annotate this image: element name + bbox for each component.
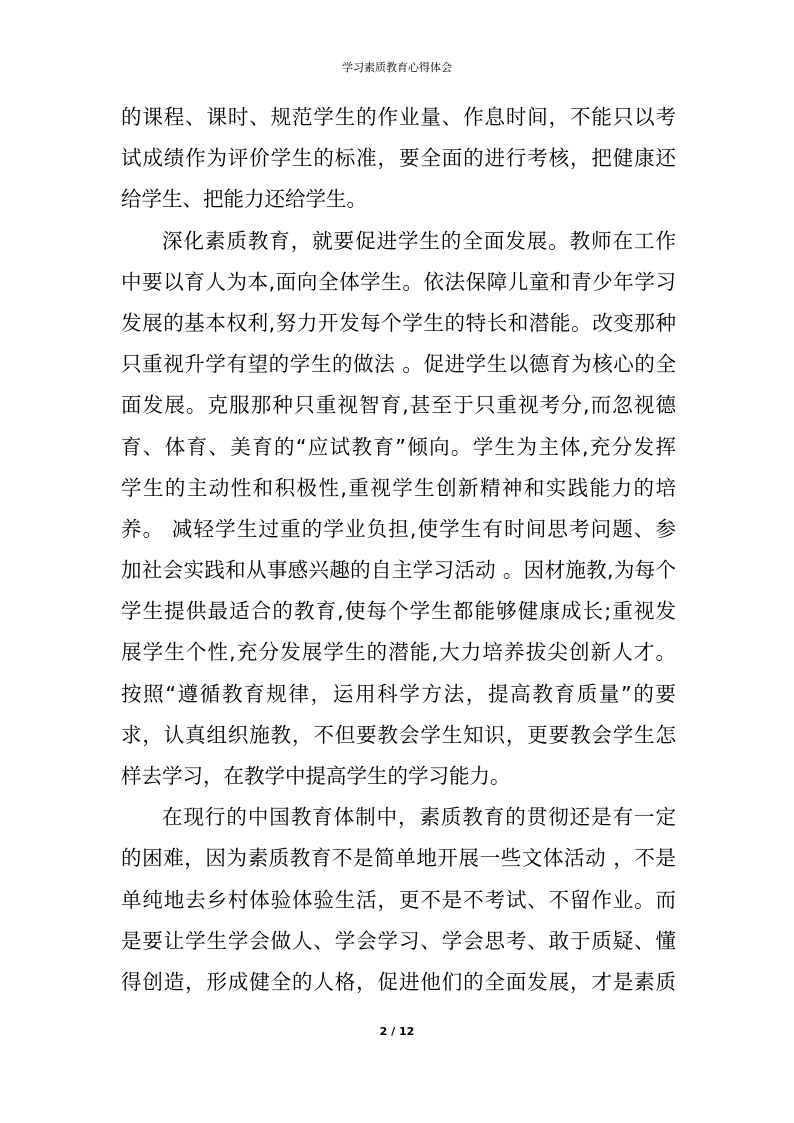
page-header-title: 学习素质教育心得体会 bbox=[342, 61, 452, 74]
text-line: 是要让学生学会做人、学会学习、学会思考、敢于质疑、懂 bbox=[121, 928, 676, 953]
text-line: 只重视升学有望的学生的做法 。促进学生以德育为核心的全 bbox=[121, 352, 676, 377]
text-line: 展学生个性,充分发展学生的潜能,大力培养拔尖创新人才。 bbox=[121, 640, 676, 665]
text-line: 给学生、把能力还给学生。 bbox=[121, 187, 367, 212]
text-line: 育、体育、美育的“应试教育”倾向。学生为主体,充分发挥 bbox=[121, 434, 676, 459]
text-line: 面发展。克服那种只重视智育,甚至于只重视考分,而忽视德 bbox=[121, 393, 676, 418]
text-line: 按照“遵循教育规律，运用科学方法，提高教育质量”的要 bbox=[121, 681, 676, 706]
text-line: 样去学习，在教学中提高学生的学习能力。 bbox=[121, 764, 511, 788]
text-line: 中要以育人为本,面向全体学生。依法保障儿童和青少年学习 bbox=[121, 269, 676, 294]
text-line: 发展的基本权利,努力开发每个学生的特长和潜能。改变那种 bbox=[121, 310, 676, 335]
text-line: 的课程、课时、规范学生的作业量、作息时间，不能只以考 bbox=[121, 105, 676, 129]
text-line: 的困难，因为素质教育不是简单地开展一些文体活动 ，不是 bbox=[121, 846, 676, 871]
text-line: 学生提供最适合的教育,使每个学生都能够健康成长;重视发 bbox=[121, 599, 676, 624]
text-line: 在现行的中国教育体制中，素质教育的贯彻还是有一定 bbox=[162, 805, 676, 830]
text-line: 养。 减轻学生过重的学业负担,使学生有时间思考问题、参 bbox=[121, 516, 676, 541]
text-line: 单纯地去乡村体验体验生活，更不是不考试、不留作业。而 bbox=[121, 887, 676, 912]
text-line: 试成绩作为评价学生的标准，要全面的进行考核，把健康还 bbox=[121, 146, 676, 171]
text-line: 学生的主动性和积极性,重视学生创新精神和实践能力的培 bbox=[121, 475, 676, 500]
text-line: 加社会实践和从事感兴趣的自主学习活动 。因材施教,为每个 bbox=[121, 558, 676, 583]
text-line: 得创造，形成健全的人格，促进他们的全面发展，才是素质 bbox=[121, 969, 676, 994]
document-body bbox=[121, 97, 676, 1003]
text-line: 求，认真组织施教，不但要教会学生知识，更要教会学生怎 bbox=[121, 722, 676, 747]
page-number: 2 / 12 bbox=[379, 1025, 415, 1038]
text-line: 深化素质教育，就要促进学生的全面发展。教师在工作 bbox=[162, 228, 676, 253]
